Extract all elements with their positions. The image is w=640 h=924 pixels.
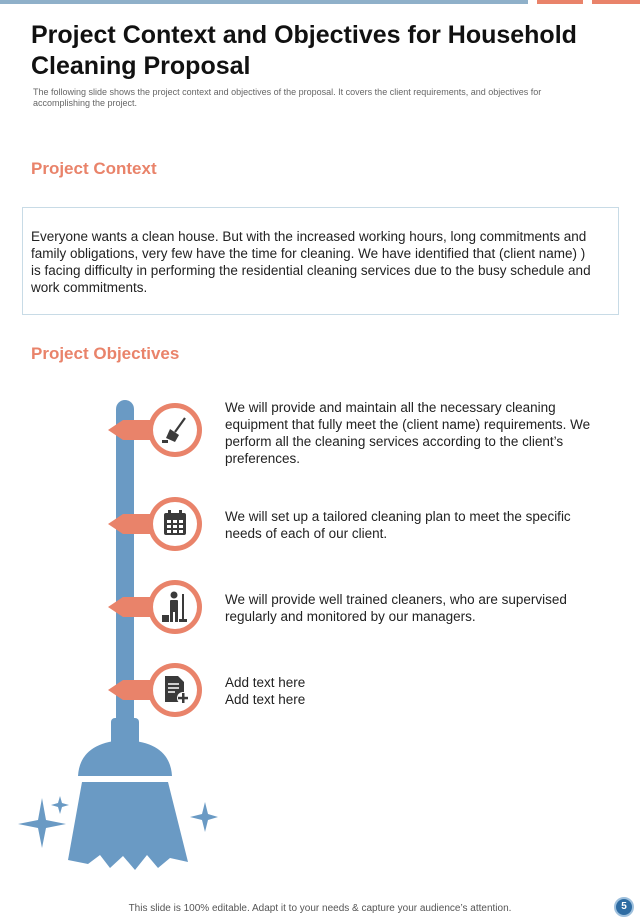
broom-icon: [158, 413, 192, 447]
objective-1-marker: [105, 400, 205, 460]
objective-4-text: Add text here Add text here: [225, 675, 306, 707]
document-add-icon: [161, 674, 191, 706]
page-number-badge: 5: [614, 897, 634, 917]
top-accent-bar-orange-1: [537, 0, 583, 4]
cleaner-icon: [160, 590, 192, 624]
objective-3-text: We will provide well trained cleaners, who are supervised regularly and monitored by our managers.: [225, 592, 567, 624]
objective-2-text: We will set up a tailored cleaning plan to meet the specific needs of each of our client.: [225, 509, 571, 541]
objective-3-marker: [105, 577, 205, 637]
project-objectives-heading: Project Objectives: [31, 344, 180, 363]
calendar-icon: [160, 508, 190, 538]
page-subtitle: The following slide shows the project context and objectives of the proposal. It covers the client requirements, and objectives for accomplishing the project.: [33, 87, 542, 108]
project-context-text: Everyone wants a clean house. But with the increased working hours, long commitments and family obligations, very few have the time for cleaning. We have identified that (client name) ) is facing difficulty in performing the residential cleaning services due to the busy schedule and work commitments.: [31, 229, 591, 295]
top-accent-bar-orange-2: [592, 0, 640, 4]
page-title: Project Context and Objectives for Household Cleaning Proposal: [31, 21, 577, 80]
objective-1-text: We will provide and maintain all the necessary cleaning equipment that fully meet the (client name) requirements. We perform all the cleaning services according to the client’s preferences.: [225, 400, 591, 466]
project-context-box: [22, 207, 619, 315]
objective-4-marker: [105, 660, 205, 720]
project-context-heading: Project Context: [31, 159, 157, 178]
footer-note: This slide is 100% editable. Adapt it to your needs & capture your audience’s attention.: [128, 903, 512, 914]
top-accent-bar-blue: [0, 0, 528, 4]
objective-2-marker: [105, 494, 205, 554]
